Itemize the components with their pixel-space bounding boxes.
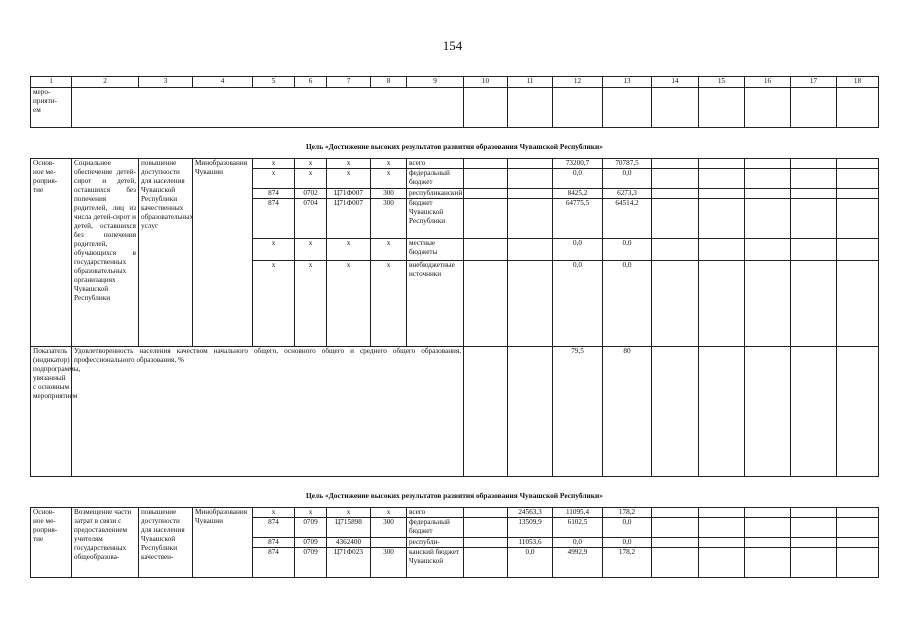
source-cell: местные бюджеты bbox=[407, 239, 464, 261]
indicator-value: 80 bbox=[603, 347, 652, 477]
block2-row bbox=[31, 508, 879, 518]
value-cell: 0,0 bbox=[553, 538, 603, 548]
value-cell: 24563,3 bbox=[508, 508, 553, 518]
value-cell: 13509,9 bbox=[508, 518, 553, 538]
value-cell: 0,0 bbox=[603, 169, 652, 189]
header-cell: 10 bbox=[464, 77, 508, 88]
cell: 0709 bbox=[295, 518, 327, 538]
header-cell: 14 bbox=[652, 77, 699, 88]
cell: x bbox=[295, 239, 327, 261]
cell: Ц71Ф007 bbox=[327, 189, 371, 199]
cell: x bbox=[371, 261, 407, 347]
cell: 0702 bbox=[295, 189, 327, 199]
cell: 300 bbox=[371, 518, 407, 538]
value-cell: 11095,4 bbox=[553, 508, 603, 518]
value-cell: 0,0 bbox=[603, 239, 652, 261]
header-cell: 4 bbox=[193, 77, 253, 88]
cell: 874 bbox=[253, 199, 295, 239]
cell: 0709 bbox=[295, 548, 327, 578]
header-cell: 15 bbox=[699, 77, 745, 88]
indicator-value: 79,5 bbox=[553, 347, 603, 477]
cell: x bbox=[327, 169, 371, 189]
cell: x bbox=[327, 261, 371, 347]
top-row-label: меро- прияти- ем bbox=[31, 88, 72, 128]
value-cell: 0,0 bbox=[508, 548, 553, 578]
source-cell: всего bbox=[407, 508, 464, 518]
source-cell: бюджет Чувашской Республики bbox=[407, 199, 464, 239]
cell: x bbox=[371, 169, 407, 189]
cell: x bbox=[327, 239, 371, 261]
cell: x bbox=[295, 261, 327, 347]
page-number: 154 bbox=[442, 38, 463, 53]
value-cell: 0,0 bbox=[603, 538, 652, 548]
block1-row bbox=[31, 159, 879, 169]
value-cell: 11053,6 bbox=[508, 538, 553, 548]
cell bbox=[371, 538, 407, 548]
header-cell: 16 bbox=[745, 77, 791, 88]
value-cell: 0,0 bbox=[603, 518, 652, 538]
indicator-label: Показатель (индикатор) подпрограммы, увязанный с основным мероприятием bbox=[31, 347, 72, 477]
block1-executor: Минобразования Чувашии bbox=[193, 159, 253, 347]
cell: x bbox=[295, 508, 327, 518]
value-cell: 70787,5 bbox=[603, 159, 652, 169]
cell: 0709 bbox=[295, 538, 327, 548]
budget-table bbox=[30, 76, 879, 578]
block2-executor: Минобразования Чувашии bbox=[193, 508, 253, 578]
value-cell: 73200,7 bbox=[553, 159, 603, 169]
block1-name: Социальное обеспечение детей-сирот и детей, оставшихся без попечения родителей, лиц из числа детей-сирот и детей, оставшихся без попечения родителей, обучающихся в государственных образовательных организациях Чувашской Республики bbox=[72, 159, 139, 347]
header-cell: 11 bbox=[508, 77, 553, 88]
block1-label: Основ- ное ме- роприя- тие bbox=[31, 159, 72, 347]
cell: Ц71Ф023 bbox=[327, 548, 371, 578]
cell: x bbox=[371, 159, 407, 169]
top-row bbox=[31, 88, 879, 128]
cell: x bbox=[327, 508, 371, 518]
value-cell: 4992,9 bbox=[553, 548, 603, 578]
cell: x bbox=[295, 159, 327, 169]
budget-table-sheet bbox=[30, 76, 874, 578]
value-cell: 178,2 bbox=[603, 508, 652, 518]
indicator-text: Удовлетворенность населения качеством начального общего, основного общего и среднего общего образования, профессионального образования, % bbox=[72, 347, 464, 477]
header-cell: 2 bbox=[72, 77, 139, 88]
source-cell: всего bbox=[407, 159, 464, 169]
indicator-row bbox=[31, 347, 879, 477]
cell: 874 bbox=[253, 538, 295, 548]
goal-title-2: Цель «Достижение высоких результатов развития образования Чувашской Республики» bbox=[306, 490, 603, 500]
header-cell: 13 bbox=[603, 77, 652, 88]
cell: x bbox=[253, 261, 295, 347]
value-cell: 0,0 bbox=[553, 239, 603, 261]
block2-label: Основ- ное ме- роприя- тие bbox=[31, 508, 72, 578]
source-cell: канский бюджет Чувашской bbox=[407, 548, 464, 578]
cell: x bbox=[371, 508, 407, 518]
cell: 300 bbox=[371, 548, 407, 578]
cell: 4362400 bbox=[327, 538, 371, 548]
value-cell: 6102,5 bbox=[553, 518, 603, 538]
cell: x bbox=[253, 508, 295, 518]
cell: x bbox=[253, 169, 295, 189]
cell: 874 bbox=[253, 518, 295, 538]
value-cell: 0,0 bbox=[553, 261, 603, 347]
cell: x bbox=[253, 239, 295, 261]
value-cell: 0,0 bbox=[603, 261, 652, 347]
cell: Ц71Ф007 bbox=[327, 199, 371, 239]
value-cell: 64514,2 bbox=[603, 199, 652, 239]
value-cell: 6273,3 bbox=[603, 189, 652, 199]
cell: 874 bbox=[253, 548, 295, 578]
cell: 0704 bbox=[295, 199, 327, 239]
header-row bbox=[31, 77, 879, 88]
header-cell: 5 bbox=[253, 77, 295, 88]
value-cell: 64775,5 bbox=[553, 199, 603, 239]
header-cell: 1 bbox=[31, 77, 72, 88]
source-cell: федеральный бюджет bbox=[407, 169, 464, 189]
cell: Ц715898 bbox=[327, 518, 371, 538]
block2-name: Возмещение части затрат в связи с предоставлением учителям государственных общеобразова- bbox=[72, 508, 139, 578]
cell: 300 bbox=[371, 189, 407, 199]
block1-purpose: повышение доступности для населения Чувашской Республики качественных образовательных услуг bbox=[139, 159, 193, 347]
cell: 300 bbox=[371, 199, 407, 239]
value-cell: 8425,2 bbox=[553, 189, 603, 199]
value-cell: 0,0 bbox=[553, 169, 603, 189]
block2-purpose: повышение доступности для населения Чувашской Республики качествен- bbox=[139, 508, 193, 578]
source-cell: федеральный бюджет bbox=[407, 518, 464, 538]
header-cell: 7 bbox=[327, 77, 371, 88]
source-cell: внебюджетные источники bbox=[407, 261, 464, 347]
value-cell: 178,2 bbox=[603, 548, 652, 578]
goal-title-1: Цель «Достижение высоких результатов развития образования Чувашской Республики» bbox=[306, 141, 603, 151]
source-cell: республиканский bbox=[407, 189, 464, 199]
cell: x bbox=[295, 169, 327, 189]
header-cell: 12 bbox=[553, 77, 603, 88]
header-cell: 6 bbox=[295, 77, 327, 88]
header-cell: 18 bbox=[837, 77, 879, 88]
header-cell: 8 bbox=[371, 77, 407, 88]
source-cell: республи- bbox=[407, 538, 464, 548]
cell: x bbox=[371, 239, 407, 261]
cell: x bbox=[253, 159, 295, 169]
header-cell: 3 bbox=[139, 77, 193, 88]
cell: x bbox=[327, 159, 371, 169]
header-cell: 17 bbox=[791, 77, 837, 88]
header-cell: 9 bbox=[407, 77, 464, 88]
cell: 874 bbox=[253, 189, 295, 199]
